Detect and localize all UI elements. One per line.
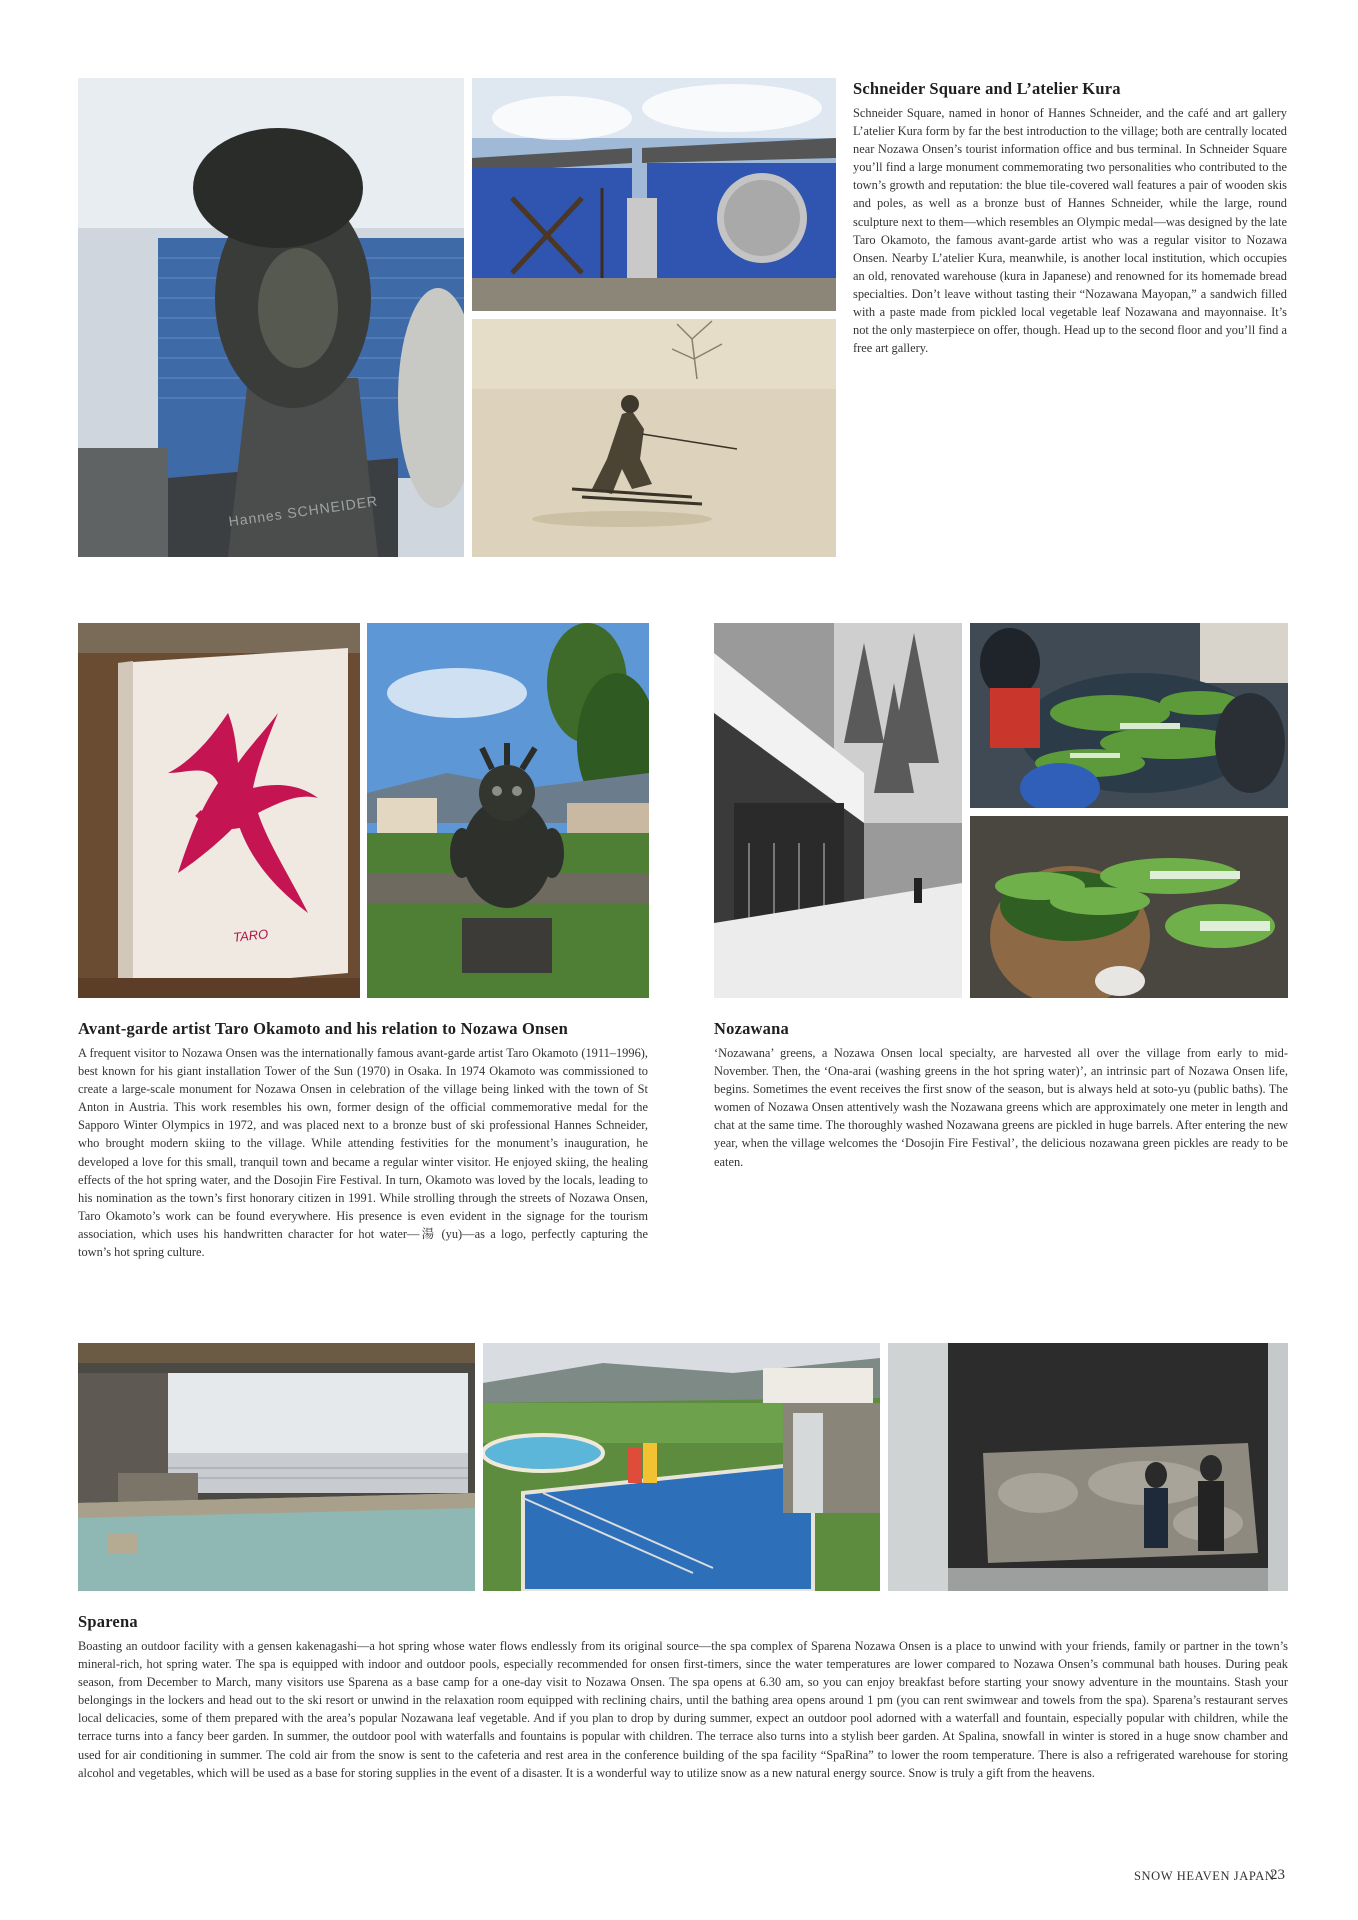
schneider-section-title: Schneider Square and L’atelier Kura	[853, 79, 1121, 98]
sparena-section-body: Boasting an outdoor facility with a gensen kakenagashi—a hot spring whose water flows endlessly from its original source—the spa complex of Sparena Nozawa Onsen is a place to unwind with your friends, family or partner in the town’s mineral-rich, hot spring water. The spa is equipped with indoor and outdoor pools, especially recommended for onsen first-timers, since the water temperatures are lower compared to Nozawa Onsen’s communal bath houses. During peak season, from December to March, many visitors use Sparena as a base camp for a one-day visit to Nozawa Onsen. The spa opens at 6.30 am, so you can enjoy breakfast before starting your snowy adventure in the mountains. Stash your belongings in the lockers and head out to the ski resort or unwind in the relaxation room equipped with reclining chairs, until the bathing area opens around 1 pm (you can rent swimwear and towels from the spa). Sparena’s restaurant serves local delicacies, some of them prepared with the area’s popular Nozawana leaf vegetable. And if you plan to drop by during summer, expect an outdoor pool adorned with a waterfall and fountain, especially popular with children, while the terrace turns into a fancy beer garden. In summer, the outdoor pool with waterfalls and fountains is popular with children. The terrace also turns into a stylish beer garden. At Spalina, snowfall in winter is stored in a huge snow chamber and used for air conditioning in summer. The cold air from the snow is sent to the cafeteria and rest area in the conference building of the spa facility “SpaRina” to lower the room temperature. There is also a refrigerated warehouse for storing alcohol and vegetables, which will be used as a base for storing supplies in the event of a disaster. It is a wonderful way to utilize snow as a new natural energy source. Snow is truly a gift from the heavens.	[78, 1639, 1288, 1780]
photo-snowy-temple	[714, 623, 962, 998]
nozawana-section-body: ‘Nozawana’ greens, a Nozawa Onsen local specialty, are harvested all over the village from early to mid-November. Then, the ‘Ona-arai (washing greens in the hot spring water)’, an intrinsic part of Nozawa Onsen life, begins. Sometimes the event receives the first snow of the season, but is always held at soto-yu (public baths). The women of Nozawa Onsen attentively wash the Nozawana greens which are approximately one meter in length and chat at the same time. The thoroughly washed Nozawana greens are pickled in huge barrels. After entering the new year, when the village welcomes the ‘Dosojin Fire Festival’, the delicious nozawana green pickles are ready to be eaten.	[714, 1046, 1288, 1169]
photo-vintage-skier	[472, 319, 836, 557]
photo-pickle-barrel	[970, 816, 1288, 998]
nozawana-section-title: Nozawana	[714, 1019, 789, 1038]
photo-outdoor-pool	[483, 1343, 880, 1591]
footer-brand: SNOW HEAVEN JAPAN	[1134, 1869, 1275, 1883]
schneider-section-body: Schneider Square, named in honor of Hannes Schneider, and the café and art gallery L’atelier Kura form by far the best introduction to the village; both are centrally located near Nozawa Onsen’s tourist information office and bus terminal. In Schneider Square you’ll find a large monument commemorating two personalities who contributed to the town’s growth and reputation: the blue tile-covered wall features a pair of wooden skis and poles, as well as a bronze bust of Hannes Schneider, while the large, round sculpture next to them—which resembles an Olympic medal—was designed by the late Taro Okamoto, the famous avant-garde artist who was a regular visitor to Nozawa Onsen. Nearby L’atelier Kura, meanwhile, is another local institution, which occupies an old, renovated warehouse (kura in Japanese) and renowned for its homemade bread specialties. Don’t leave without tasting their “Nozawana Mayopan,” a sandwich filled with a paste made from pickled local vegetable leaf Nozawana and mayonnaise. It’s not the only masterpiece on offer, though. Head up to the second floor and you’ll find a free art gallery.	[853, 106, 1287, 356]
photo-taro-banner	[78, 623, 360, 998]
photo-indoor-bath	[78, 1343, 475, 1591]
photo-okamoto-sculpture	[367, 623, 649, 998]
page-number: 23	[1270, 1867, 1285, 1883]
okamoto-section-title: Avant-garde artist Taro Okamoto and his relation to Nozawa Onsen	[78, 1019, 568, 1038]
photo-schneider-bust	[78, 78, 464, 557]
photo-washing-greens	[970, 623, 1288, 808]
photo-blue-wall-monument	[472, 78, 836, 311]
photo-snow-chamber	[888, 1343, 1288, 1591]
taro-signature-text: TARO	[232, 926, 269, 945]
okamoto-section-body: A frequent visitor to Nozawa Onsen was the internationally famous avant-garde artist Taro Okamoto (1911–1996), best known for his giant installation Tower of the Sun (1970) in Osaka. In 1974 Okamoto was commissioned to create a large-scale monument for Nozawa Onsen in celebration of the village being linked with the town of St Anton in Austria. This work resembles his own, former design of the official commemorative medal for the Sapporo Winter Olympics in 1972, and was placed next to a bronze bust of ski professional Hannes Schneider, who brought modern skiing to the village. While attending festivities for the monument’s inauguration, he developed a love for this small, tranquil town and became a regular winter visitor. He enjoyed skiing, the healing effects of the hot spring water, and the Dosojin Fire Festival. In turn, Okamoto was loved by the locals, leading to his nomination as the town’s first honorary citizen in 1991. While strolling through the streets of Nozawa Onsen, Taro Okamoto’s work can be found everywhere. His presence is even evident in the signage for the tourism association, which uses his handwritten character for hot water—湯 (yu)—as a logo, perfectly capturing the town’s hot spring culture.	[78, 1046, 648, 1260]
sparena-section-title: Sparena	[78, 1612, 138, 1631]
bust-plaque-text: Hannes SCHNEIDER	[227, 492, 379, 530]
